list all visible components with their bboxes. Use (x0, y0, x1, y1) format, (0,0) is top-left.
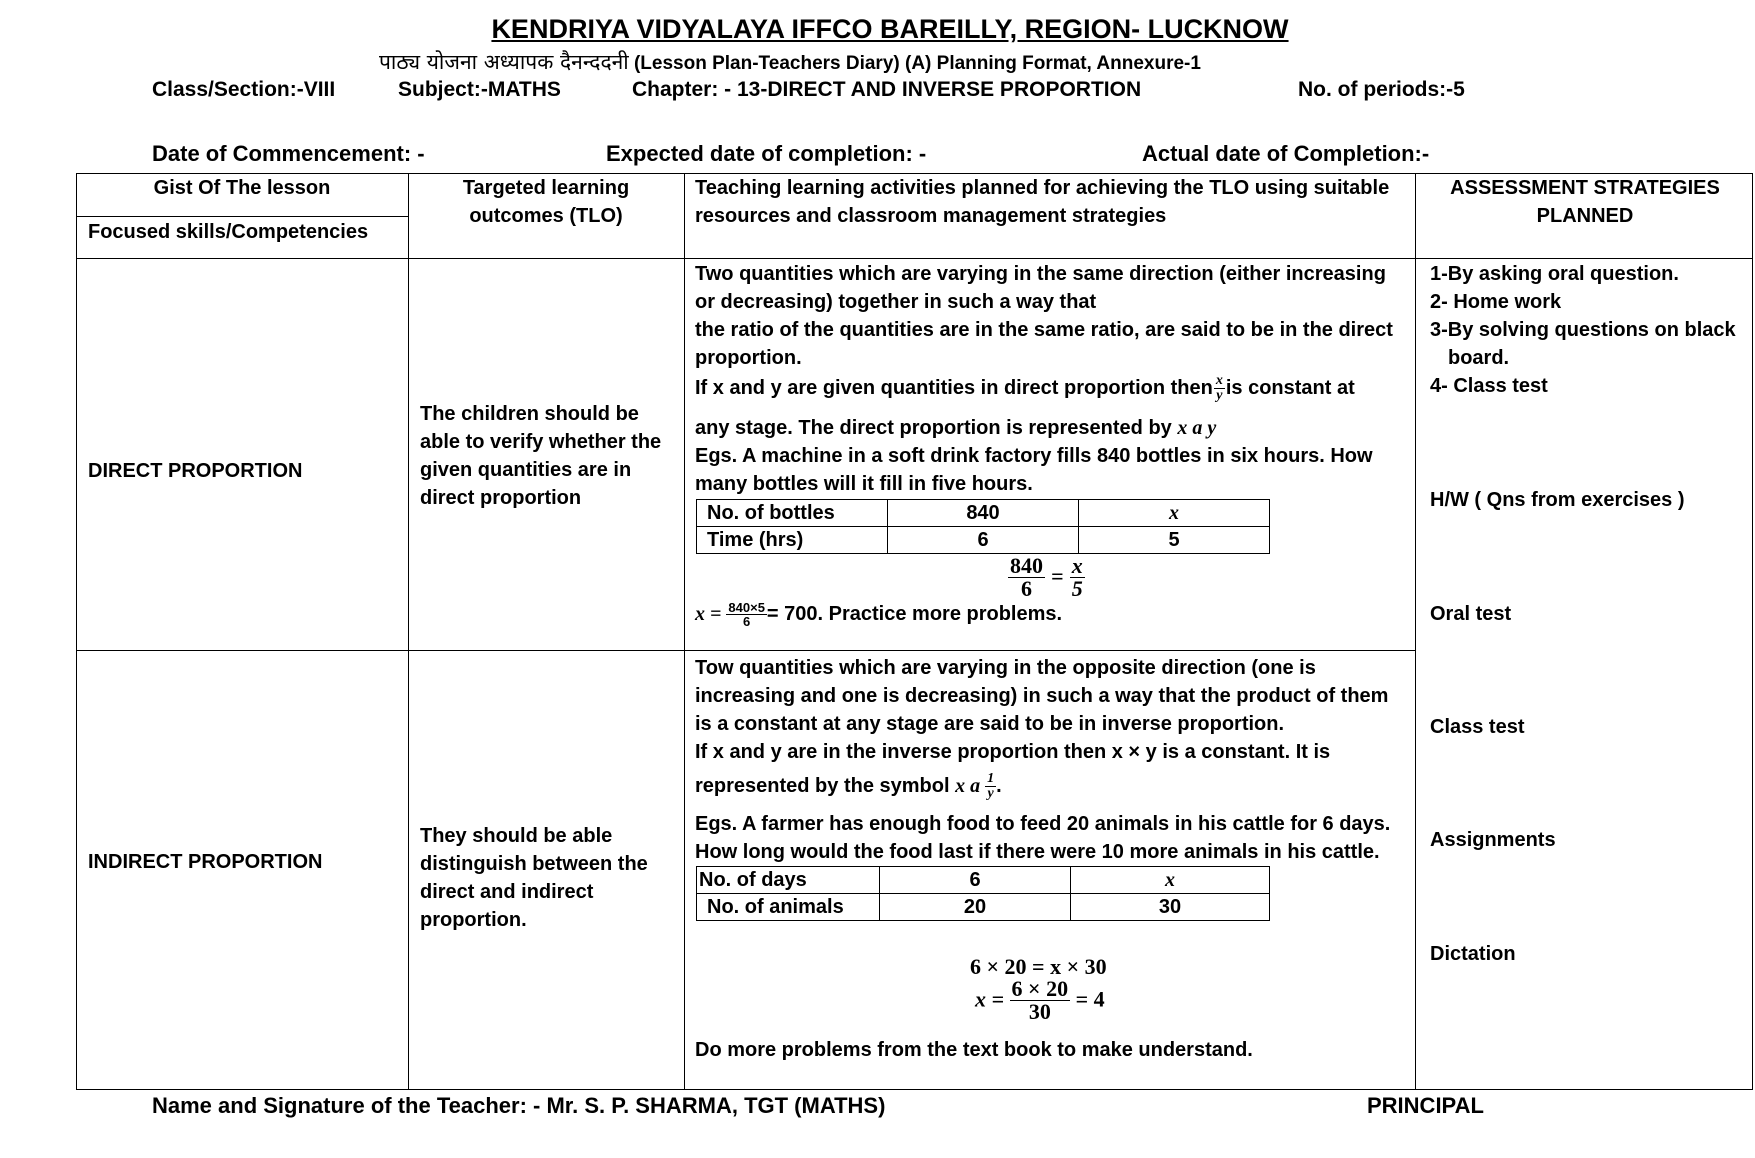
x-over-y-fraction: $\frac{x}{y}$ (1215, 373, 1223, 404)
expected-completion: Expected date of completion: - (606, 141, 927, 166)
document-title: KENDRIYA VIDYALAYA IFFCO BAREILLY, REGION- LUCKNOW (491, 14, 1289, 44)
header-gist: Gist Of The lesson (153, 177, 331, 199)
table-cell: 6 (888, 527, 1079, 554)
table-cell: Time (hrs) (697, 527, 888, 554)
gist-direct-proportion: DIRECT PROPORTION (88, 460, 303, 482)
assessment-homework: H/W ( Qns from exercises ) (1430, 489, 1685, 511)
direct-example: Egs. A machine in a soft drink factory fills 840 bottles in six hours. How many bottles will it fill in five hours. (695, 445, 1373, 495)
header-activities: Teaching learning activities planned for achieving the TLO using suitable resources and classroom management strategies (695, 177, 1390, 227)
class-section: Class/Section:-VIII (152, 78, 336, 101)
no-of-periods: No. of periods:-5 (1298, 78, 1465, 101)
inverse-constant-line: If x and y are in the inverse proportion then x × y is a constant. It is (695, 741, 1331, 763)
tlo-indirect: They should be able distinguish between the direct and indirect proportion. (420, 825, 648, 931)
direct-definition-1: Two quantities which are varying in the same direction (either increasing or decreasing) together in such a way that (695, 263, 1386, 313)
principal-signature: PRINCIPAL (1367, 1093, 1484, 1118)
bottles-time-table (696, 499, 1270, 554)
assessment-dictation: Dictation (1430, 943, 1516, 965)
header-assessment: ASSESSMENT STRATEGIES PLANNED (1450, 177, 1720, 227)
direct-constant-text: If x and y are given quantities in direct proportion then (695, 377, 1213, 399)
table-cell: No. of bottles (697, 500, 888, 527)
assessment-assignments: Assignments (1430, 829, 1556, 851)
table-cell: 840 (888, 500, 1079, 527)
direct-definition-2: the ratio of the quantities are in the same ratio, are said to be in the direct proportion. (695, 319, 1393, 369)
column-divider (408, 173, 409, 1090)
inverse-example: Egs. A farmer has enough food to feed 20 animals in his cattle for 6 days. How long would the food last if there were 10 more animals in his cattle. (695, 813, 1391, 863)
header-focused-skills: Focused skills/Competencies (88, 221, 369, 243)
chapter: Chapter: - 13-DIRECT AND INVERSE PROPORTION (632, 78, 1142, 101)
table-row (697, 867, 1270, 894)
header-row-divider (76, 258, 1753, 259)
inverse-symbol: x a (955, 775, 986, 797)
table-row (697, 894, 1270, 921)
table-cell: No. of days (697, 867, 880, 894)
table-row (697, 527, 1270, 554)
assessment-class-test: Class test (1430, 716, 1525, 738)
direct-constant-suffix: is constant at (1225, 377, 1355, 399)
header-tlo: Targeted learning outcomes (TLO) (462, 177, 630, 227)
document-subtitle (379, 48, 1201, 76)
assessment-item: 3-By solving questions on black board. (1430, 319, 1736, 369)
column-divider (684, 173, 685, 1090)
days-animals-table (696, 866, 1270, 921)
direct-constant-line (695, 374, 1407, 403)
one-over-y-fraction: $\frac{1}{y}$ (987, 771, 995, 802)
table-cell: 6 (880, 867, 1071, 894)
table-cell: x (1071, 867, 1270, 894)
subject: Subject:-MATHS (398, 78, 561, 101)
column-divider (1415, 173, 1416, 1090)
direct-symbol-line (695, 414, 1407, 442)
direct-symbol-text: any stage. The direct proportion is represented by (695, 417, 1178, 439)
tlo-direct: The children should be able to verify whether the given quantities are in direct proportion (420, 403, 662, 509)
table-cell: No. of animals (697, 894, 880, 921)
direct-symbol: x a y (1177, 417, 1217, 439)
inverse-symbol-line: represented by the symbol x a $\frac{1}{y}$ . (695, 771, 1002, 802)
assessment-item: 2- Home work (1430, 291, 1562, 313)
direct-equation: $\frac{840}{6}$ = $\frac{x}{5}$ (1010, 553, 1083, 601)
inverse-definition: Tow quantities which are varying in the opposite direction (one is increasing and one is decreasing) in such a way that the product of them is a constant at any stage are said to be in inverse proportion. (695, 657, 1389, 735)
header-split-line (76, 216, 408, 217)
subtitle-english: (Lesson Plan-Teachers Diary) (A) Planning Format, Annexure-1 (633, 53, 1201, 74)
row-divider (76, 650, 1415, 651)
table-cell: 5 (1079, 527, 1270, 554)
inverse-symbol-text: represented by the symbol (695, 775, 956, 797)
table-row (697, 500, 1270, 527)
table-cell: 30 (1071, 894, 1270, 921)
direct-result: x = $\frac{840\times 5}{6}$ = 700. Practice more problems. (695, 600, 1063, 630)
gist-indirect-proportion: INDIRECT PROPORTION (88, 851, 323, 873)
assessment-oral-test: Oral test (1430, 603, 1512, 625)
actual-completion: Actual date of Completion:- (1142, 141, 1430, 166)
assessment-item: 1-By asking oral question. (1430, 263, 1679, 285)
table-cell: 20 (880, 894, 1071, 921)
table-cell: x (1079, 500, 1270, 527)
assessment-list (1430, 260, 1742, 400)
date-commencement: Date of Commencement: - (152, 141, 425, 166)
teacher-signature: Name and Signature of the Teacher: - Mr. S. P. SHARMA, TGT (MATHS) (152, 1093, 886, 1118)
inverse-equation-2: x = $\frac{6 \times 20}{30}$ = 4 (975, 976, 1105, 1024)
assessment-item: 4- Class test (1430, 375, 1548, 397)
inverse-equation-1: 6 × 20 = x × 30 (970, 954, 1107, 979)
subtitle-hindi: पाठ्य योजना अध्यापक दैनन्ददनी (379, 50, 629, 74)
inverse-practice-note: Do more problems from the text book to make understand. (695, 1039, 1253, 1061)
